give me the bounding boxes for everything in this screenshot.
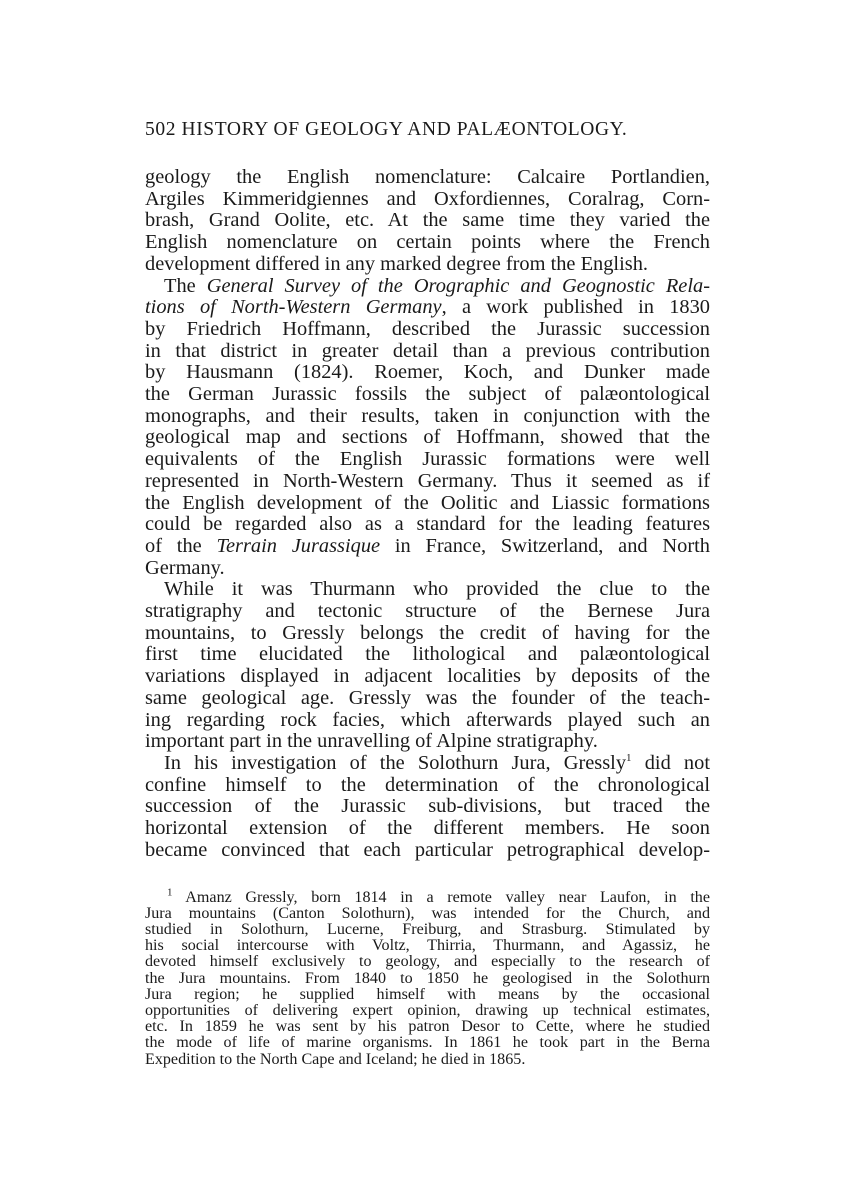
text-line (145, 536, 710, 558)
text-line: the German Jurassic fossils the subject of palæontological (145, 383, 710, 406)
paragraph-3 (145, 579, 710, 753)
footnote-line: Jura region; he supplied himself with means by the occasional (145, 985, 710, 1003)
footnote-mark: 1 (167, 886, 173, 899)
text-run: in France, Switzerland, and North (380, 534, 710, 557)
footnote-line (145, 886, 710, 906)
footnote-line: studied in Solothurn, Lucerne, Freiburg, and Strasburg. Stimulated by (145, 920, 710, 938)
running-head: 502 HISTORY OF GEOLOGY AND PALÆONTOLOGY. (145, 119, 628, 140)
text-run: In his investigation of the Solothurn Jura, Gressly (164, 751, 627, 774)
book-title-italic: General Survey of the Orographic and Geognostic Rela- (206, 274, 710, 297)
body-text (145, 167, 710, 862)
text-line: stratigraphy and tectonic structure of the Bernese Jura (145, 600, 710, 623)
text-line: could be regarded also as a standard for the leading features (145, 513, 710, 536)
paragraph-2 (145, 276, 710, 580)
paragraph-4 (145, 753, 710, 862)
text-line: development differed in any marked degree from the English. (145, 252, 648, 275)
text-line: same geological age. Gressly was the founder of the teach- (145, 686, 710, 709)
footnote (145, 886, 710, 1068)
term-italic: Terrain Jurassique (216, 534, 381, 557)
text-line: geology the English nomenclature: Calcaire Portlandien, (145, 166, 710, 188)
text-line: confine himself to the determination of the chronological (145, 773, 710, 796)
text-line: important part in the unravelling of Alpine stratigraphy. (145, 730, 598, 753)
text-line: horizontal extension of the different members. He soon (145, 817, 710, 840)
footnote-line: the Jura mountains. From 1840 to 1850 he geologised in the Solothurn (145, 969, 710, 987)
text-run: did not (631, 751, 710, 774)
text-line: by Hausmann (1824). Roemer, Koch, and Dunker made (145, 361, 710, 384)
text-line (145, 276, 710, 298)
text-line: variations displayed in adjacent localities by deposits of the (145, 665, 710, 688)
text-line: by Friedrich Hoffmann, described the Jurassic succession (145, 317, 710, 340)
text-line: While it was Thurmann who provided the clue to the (164, 578, 710, 601)
footnote-line: his social intercourse with Voltz, Thirria, Thurmann, and Agassiz, he (145, 937, 710, 955)
footnote-line: Expedition to the North Cape and Iceland; he died in 1865. (145, 1050, 526, 1068)
paragraph-1 (145, 167, 710, 276)
text-line: Argiles Kimmeridgiennes and Oxfordiennes, Coralrag, Corn- (145, 187, 710, 210)
footnote-line: etc. In 1859 he was sent by his patron Desor to Cette, where he studied (145, 1018, 710, 1036)
text-line: mountains, to Gressly belongs the credit of having for the (145, 621, 710, 644)
book-title-italic: tions of North-Western Germany (145, 296, 442, 319)
footnote-line: the mode of life of marine organisms. In 1861 he took part in the Berna (145, 1034, 710, 1052)
text-line (145, 297, 710, 319)
text-line: monographs, and their results, taken in conjunction with the (145, 404, 710, 427)
footnote-line: Jura mountains (Canton Solothurn), was intended for the Church, and (145, 904, 710, 922)
text-line: English nomenclature on certain points where the French (145, 231, 710, 254)
text-line: Germany. (145, 556, 225, 579)
text-line: ing regarding rock facies, which afterwards played such an (145, 708, 710, 731)
text-line: became convinced that each particular petrographical develop- (145, 838, 710, 861)
text-run: Amanz Gressly, born 1814 in a remote valley near Laufon, in the (172, 888, 710, 906)
text-line: equivalents of the English Jurassic formations were well (145, 448, 710, 471)
text-line: geological map and sections of Hoffmann, showed that the (145, 426, 710, 449)
book-page (145, 118, 710, 1068)
text-line: the English development of the Oolitic and Liassic formations (145, 491, 710, 514)
footnote-reference[interactable]: 1 (626, 752, 632, 765)
footnote-line: opportunities of delivering expert opinion, drawing up technical estimates, (145, 1001, 710, 1019)
text-line: first time elucidated the lithological and palæontological (145, 643, 710, 666)
text-line: succession of the Jurassic sub-divisions, but traced the (145, 795, 710, 818)
text-run: of the (145, 534, 217, 557)
text-line: brash, Grand Oolite, etc. At the same time they varied the (145, 209, 710, 232)
text-line: represented in North-Western Germany. Thus it seemed as if (145, 469, 710, 492)
text-line (145, 753, 710, 775)
text-line: in that district in greater detail than a previous contribution (145, 339, 710, 362)
text-run: , a work published in 1830 (441, 296, 710, 319)
text-run: The (164, 274, 207, 297)
footnote-line: devoted himself exclusively to geology, and especially to the research of (145, 953, 710, 971)
